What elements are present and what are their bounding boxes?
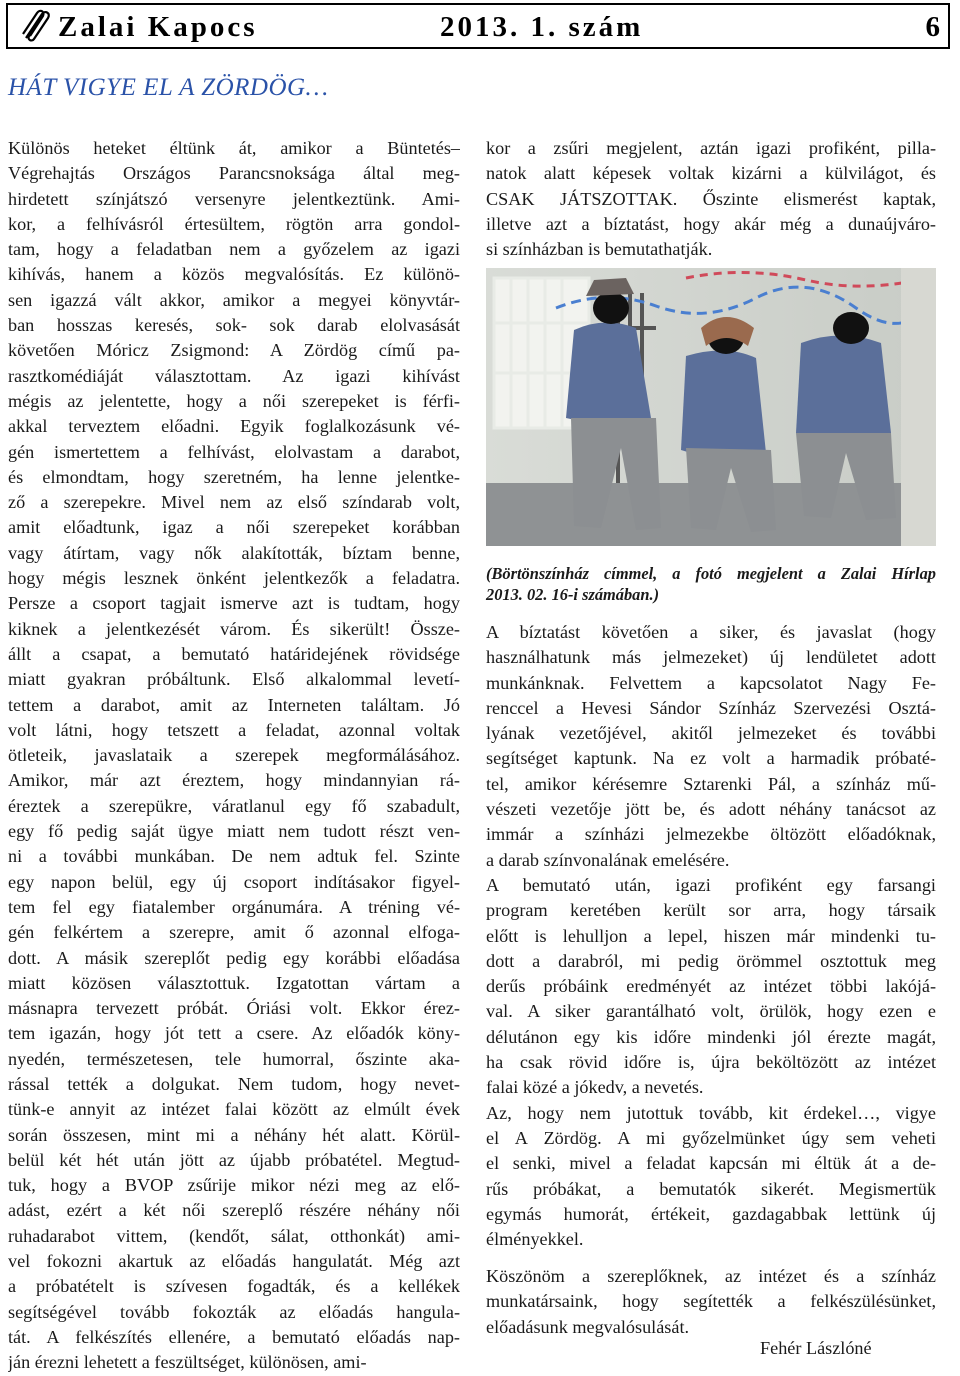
text-line: ni a további munkában. De nem adtuk fel. Szinte	[8, 846, 460, 867]
text-line: tünk-e annyit az intézet falai között az elmúlt évek	[8, 1099, 460, 1120]
text-line: hirdetett színjátszó versenyre jelentkeztünk. Ami-	[8, 188, 460, 209]
right-column-bottom	[486, 1264, 936, 1340]
text-line: Az, hogy nem jutottuk tovább, kit érdekel…, vigye	[486, 1102, 936, 1123]
text-line: élményekkel.	[486, 1229, 584, 1250]
text-line: el senki, mivel a feladat kapcsán mi éltük át a de-	[486, 1153, 936, 1174]
text-line: vagy átírtam, vagy nők alakították, bíztam benne,	[8, 542, 460, 563]
text-line: tem fel egy fiatalember orgánumára. A tréning vé-	[8, 896, 460, 917]
text-line: amit előadtunk, igaz a női szerepeket korábban	[8, 517, 460, 538]
text-line: gén felkértem a szerepre, amit ő azonnal elfoga-	[8, 922, 460, 943]
text-line: rással tették a dolgukat. Nem tudom, hogy nevet-	[8, 1073, 460, 1094]
text-line: dott. A másik szereplőt pedig egy korábbi előadása	[8, 947, 460, 968]
text-line: tel, amikor kérésemre Sztarenki Pál, a színház mű-	[486, 773, 936, 794]
text-line: egymás humorát, értékeit, gazdagabbak lettünk új	[486, 1203, 936, 1224]
text-line: ző a szerepekre. Mivel nem az első színdarab volt,	[8, 492, 460, 513]
text-line: falai közé a jókedv, a nevetés.	[486, 1077, 704, 1098]
text-line: követően Móricz Zsigmond: A Zördög című pa-	[8, 340, 460, 361]
right-column-top	[486, 136, 936, 262]
text-line: Köszönöm a szereplőknek, az intézet és a színház	[486, 1266, 936, 1286]
text-line: ján érezni lehetett a feszültséget, különösen, ami-	[8, 1352, 367, 1373]
text-line: miatt gyakran próbáltunk. Első alkalommal levetí-	[8, 669, 460, 690]
text-line: ban hosszas keresés, sok- sok darab elolvasását	[8, 315, 460, 336]
text-line: tem igazán, hogy jót tett a csere. Az előadók köny-	[8, 1023, 460, 1044]
text-line: derűs próbáink eredményét az intézet többi lakójá-	[486, 976, 936, 997]
text-line: lyának vezetőjével, akitől jelmezeket és további	[486, 723, 936, 744]
text-line: 2013. 02. 16-i számában.)	[486, 585, 660, 604]
text-line: el A Zördög. A mi győzelmünket úgy sem veheti	[486, 1127, 936, 1148]
text-line: belül két hét után jött az újabb próbatétel. Megtud-	[8, 1149, 460, 1170]
text-line: munkatársaink, hogy segítették a felkészülésünket,	[486, 1291, 936, 1312]
text-line: ruhadarabot vittem, (kendőt, sálat, otthonkát) ami-	[8, 1225, 460, 1246]
text-line: kihívás, hanem a közös megvalósítás. Ez különö-	[8, 264, 460, 285]
text-line: Persze a csoport tagjait ismerve azt is tudtam, hogy	[8, 593, 460, 614]
text-line: rasztkomédiáját választottam. Az igazi kihívást	[8, 365, 460, 386]
text-line: Amikor, már azt éreztem, hogy mindannyian rá-	[8, 770, 460, 791]
text-line: egy fő pedig saját ügye miatt nem tudott részt ven-	[8, 821, 460, 842]
text-line: használhatunk más jelmezeket) új lendületet adott	[486, 647, 936, 668]
text-line: gén ismertettem a felhívást, elolvastam a darabot,	[8, 441, 460, 462]
text-line: délutánon egy kis időre mindenki jól érezte magát,	[486, 1026, 936, 1047]
text-line: vészeti vezetője jött be, és adott néhány tanácsot az	[486, 799, 936, 820]
paperclip-logo-icon	[18, 8, 54, 44]
text-line: ötleteik, javaslataik a szerepek megformálásához.	[8, 745, 460, 766]
text-line: a próbatételt is szívesen fogadták, és a kellékek	[8, 1276, 460, 1297]
author-signature: Fehér Lászlóné	[760, 1338, 872, 1358]
page-header	[6, 3, 950, 49]
issue-number: 2013. 1. szám	[440, 11, 644, 43]
text-line: kiknek a jelentkezését várom. És sikerült! Össze-	[8, 618, 460, 639]
theater-photo	[486, 268, 936, 546]
text-line: program keretében került sor arra, hogy társaik	[486, 900, 936, 921]
text-line: tam, hogy a feladatban nem a győzelem az igazi	[8, 239, 460, 260]
text-line: tettem a darabot, amit az Interneten találtam. Jó	[8, 694, 460, 715]
text-line: miatt közösen választottuk. Izgatottan vártam a	[8, 972, 460, 993]
publication-title: Zalai Kapocs	[58, 11, 258, 43]
text-line: CSAK JÁTSZOTTAK. Őszinte elismerést kaptak,	[486, 188, 936, 209]
text-line: a darab színvonalának emelésére.	[486, 849, 730, 870]
text-line: renccel a Hevesi Sándor Színház Szervezési Osztá-	[486, 697, 936, 718]
text-line: A bemutató után, igazi profiként egy farsangi	[486, 874, 936, 895]
text-line: dott a darabról, mi pedig örömmel osztottuk meg	[486, 950, 936, 971]
text-line: kor, a felhívásról értesültem, rögtön arra gondol-	[8, 213, 460, 234]
text-line: éreztek a szerepükre, váratlanul egy fő szabadult,	[8, 795, 460, 816]
text-line: volt látni, hogy tetszett a feladat, azonnal voltak	[8, 719, 460, 740]
text-line: tuk, hogy a BVOP zsűrije mikor nézi meg az elő-	[8, 1175, 460, 1196]
text-line: során összesen, mint mi a néhány hét alatt. Körül-	[8, 1124, 460, 1145]
text-line: ha csak rövid időre is, újra beköltözött az intézet	[486, 1052, 936, 1073]
text-line: immár a színházi jelmezekbe öltözött előadóknak,	[486, 824, 936, 845]
text-line: rűs próbákat, a bemutatók sikerét. Megismertük	[486, 1178, 936, 1199]
text-line: előadásunk megvalósulását.	[486, 1316, 690, 1337]
page-number: 6	[925, 11, 940, 43]
text-line: hogy mégis lesznek önként jelentkezők a feladatra.	[8, 568, 460, 589]
text-line: Különös heteket éltünk át, amikor a Büntetés–	[8, 138, 460, 158]
text-line: segítségével tovább fokozták az előadás hangula-	[8, 1301, 460, 1322]
text-line: és elmondtam, hogy szeretném, ha lenne jelentke-	[8, 466, 460, 487]
text-line: Végrehajtás Országos Parancsnoksága által meg-	[8, 163, 460, 184]
text-line: kor a zsűri megjelent, aztán igazi profiként, pilla-	[486, 138, 936, 158]
text-line: (Börtönszínház címmel, a fotó megjelent a Zalai Hírlap	[486, 564, 936, 583]
text-line: vel fokozni akartuk az előadás hangulatát. Még azt	[8, 1251, 460, 1272]
right-column-middle	[486, 620, 936, 1252]
photo-caption	[486, 563, 936, 605]
text-line: másnapra tervezett próbát. Óriási volt. Ekkor érez-	[8, 998, 460, 1019]
text-line: adást, ezért a két női szereplő részére néhány női	[8, 1200, 460, 1221]
text-line: munkánknak. Felvettem a kapcsolatot Nagy Fe-	[486, 672, 936, 693]
text-line: illetve azt a bíztatást, hogy akár még a dunaújváro-	[486, 213, 936, 234]
text-line: állt a csapat, a bemutató határidejének rövidsége	[8, 643, 460, 664]
text-line: mégis az jelentette, hogy a női szerepeket is férfi-	[8, 390, 460, 411]
text-line: segítséget kaptunk. Na ez volt a harmadik próbaté-	[486, 748, 936, 769]
text-line: natok alatt képesek voltak kizárni a külvilágot, és	[486, 163, 936, 184]
text-line: val. A siker garantálható volt, örülök, hogy ezen e	[486, 1001, 936, 1022]
text-line: A bíztatást követően a siker, és javaslat (hogy	[486, 622, 936, 642]
text-line: egy napon belül, egy új csoport indításakor figyel-	[8, 871, 460, 892]
left-column	[8, 136, 460, 1376]
text-line: tát. A felkészítés ellenére, a bemutató előadás nap-	[8, 1326, 460, 1347]
text-line: előtt is lehulljon a lepel, hiszen már mindenki tu-	[486, 925, 936, 946]
text-line: nyedén, természetesen, tele humorral, őszinte aka-	[8, 1048, 460, 1069]
text-line: sen igazzá vált akkor, amikor a megyei könyvtár-	[8, 289, 460, 310]
text-line: si színházban is bemutathatják.	[486, 239, 713, 260]
text-line: akkal terveztem előadni. Egyik foglalkozásunk vé-	[8, 416, 460, 437]
article-title: HÁT VIGYE EL A ZÖRDÖG…	[8, 74, 329, 101]
